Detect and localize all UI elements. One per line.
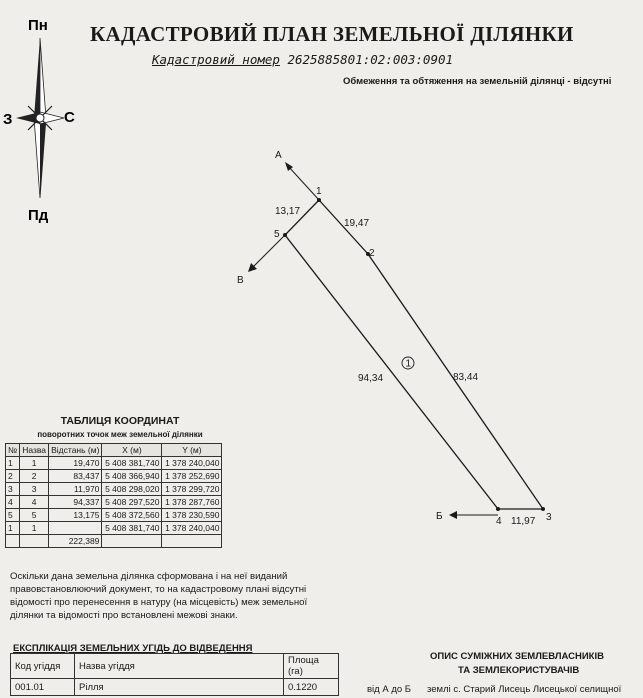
- segment-label: 83,44: [453, 372, 479, 383]
- table-row: 5 5 13,175 5 408 372,560 1 378 230,590: [6, 509, 222, 522]
- arrow-b-line: [252, 235, 285, 268]
- arrow-b-icon: [449, 511, 457, 519]
- segment-label: 19,47: [344, 218, 370, 229]
- arrow-label-a: А: [275, 150, 282, 161]
- point-label: 4: [496, 516, 502, 527]
- point-label: 5: [274, 229, 280, 240]
- explication-table: [10, 653, 339, 696]
- segment-label: 94,34: [358, 373, 384, 384]
- column-header: Назва: [20, 444, 49, 457]
- column-header: №: [6, 444, 20, 457]
- table-row: 1 1 19,470 5 408 381,740 1 378 240,040: [6, 457, 222, 470]
- point-label: 3: [546, 512, 552, 523]
- column-header: Код угіддя: [11, 654, 75, 679]
- point-label: 2: [369, 248, 375, 259]
- parcel-boundary: [285, 200, 543, 509]
- compass-north-label: Пн: [28, 17, 48, 34]
- compass-south-label: Пд: [28, 207, 49, 224]
- neighbors-description: землі с. Старий Лисець Лисецької селищної: [427, 684, 622, 695]
- column-header: Назва угіддя: [75, 654, 284, 679]
- column-header: Відстань (м): [49, 444, 102, 457]
- column-header: Площа (га): [284, 654, 339, 679]
- column-header: X (м): [102, 444, 162, 457]
- table-header-row: [6, 444, 222, 457]
- coord-table: [5, 443, 222, 548]
- compass-east-label: С: [64, 109, 75, 126]
- column-header: Y (м): [162, 444, 222, 457]
- segment-label: 13,17: [275, 206, 301, 217]
- explication-title: ЕКСПЛІКАЦІЯ ЗЕМЕЛЬНИХ УГІДЬ ДО ВІДВЕДЕННЯ: [13, 643, 253, 654]
- page-title: КАДАСТРОВИЙ ПЛАН ЗЕМЕЛЬНОЇ ДІЛЯНКИ: [90, 22, 574, 46]
- coord-table-title: ТАБЛИЦЯ КООРДИНАТ: [60, 415, 180, 427]
- table-row: 3 3 11,970 5 408 298,020 1 378 299,720: [6, 483, 222, 496]
- restrictions-text: Обмеження та обтяження на земельній ділянці - відсутні: [343, 76, 612, 87]
- table-row: 2 2 83,437 5 408 366,940 1 378 252,690: [6, 470, 222, 483]
- parcel-number: 1: [405, 358, 412, 370]
- note-paragraph: Оскільки дана земельна ділянка сформована і на неї виданий правовстановлюючий документ, то на кадастровому плані відсутні відомості про перенесення в натуру (на місцевість) меж земельної ділянки та відомості про встановлені межові знаки.: [10, 571, 308, 621]
- arrow-label-v: В: [237, 275, 244, 286]
- neighbors-from-to: від А до Б: [367, 684, 412, 695]
- cadastral-number-value: 2625885801:02:003:0901: [287, 52, 454, 67]
- arrow-label-b: Б: [436, 511, 443, 522]
- segment-label: 11,97: [511, 516, 536, 527]
- arrow-a-line: [288, 166, 319, 200]
- table-header-row: [11, 654, 339, 679]
- compass-west-label: З: [3, 111, 13, 128]
- coord-table-subtitle: поворотних точок меж земельної ділянки: [37, 430, 203, 439]
- neighbors-title: ОПИС СУМІЖНИХ ЗЕМЛЕВЛАСНИКІВ: [430, 651, 604, 662]
- table-row: 1 1 5 408 381,740 1 378 240,040: [6, 522, 222, 535]
- point-marker: [541, 507, 545, 511]
- table-total-row: 222,389: [6, 535, 222, 548]
- table-row: 4 4 94,337 5 408 297,520 1 378 287,760: [6, 496, 222, 509]
- table-row: 001.01 Рілля 0.1220: [11, 679, 339, 696]
- point-marker: [496, 507, 500, 511]
- point-label: 1: [316, 186, 322, 197]
- cadastral-number-label: Кадастровий номер: [152, 52, 280, 67]
- neighbors-title-line2: ТА ЗЕМЛЕКОРИСТУВАЧІВ: [458, 665, 580, 676]
